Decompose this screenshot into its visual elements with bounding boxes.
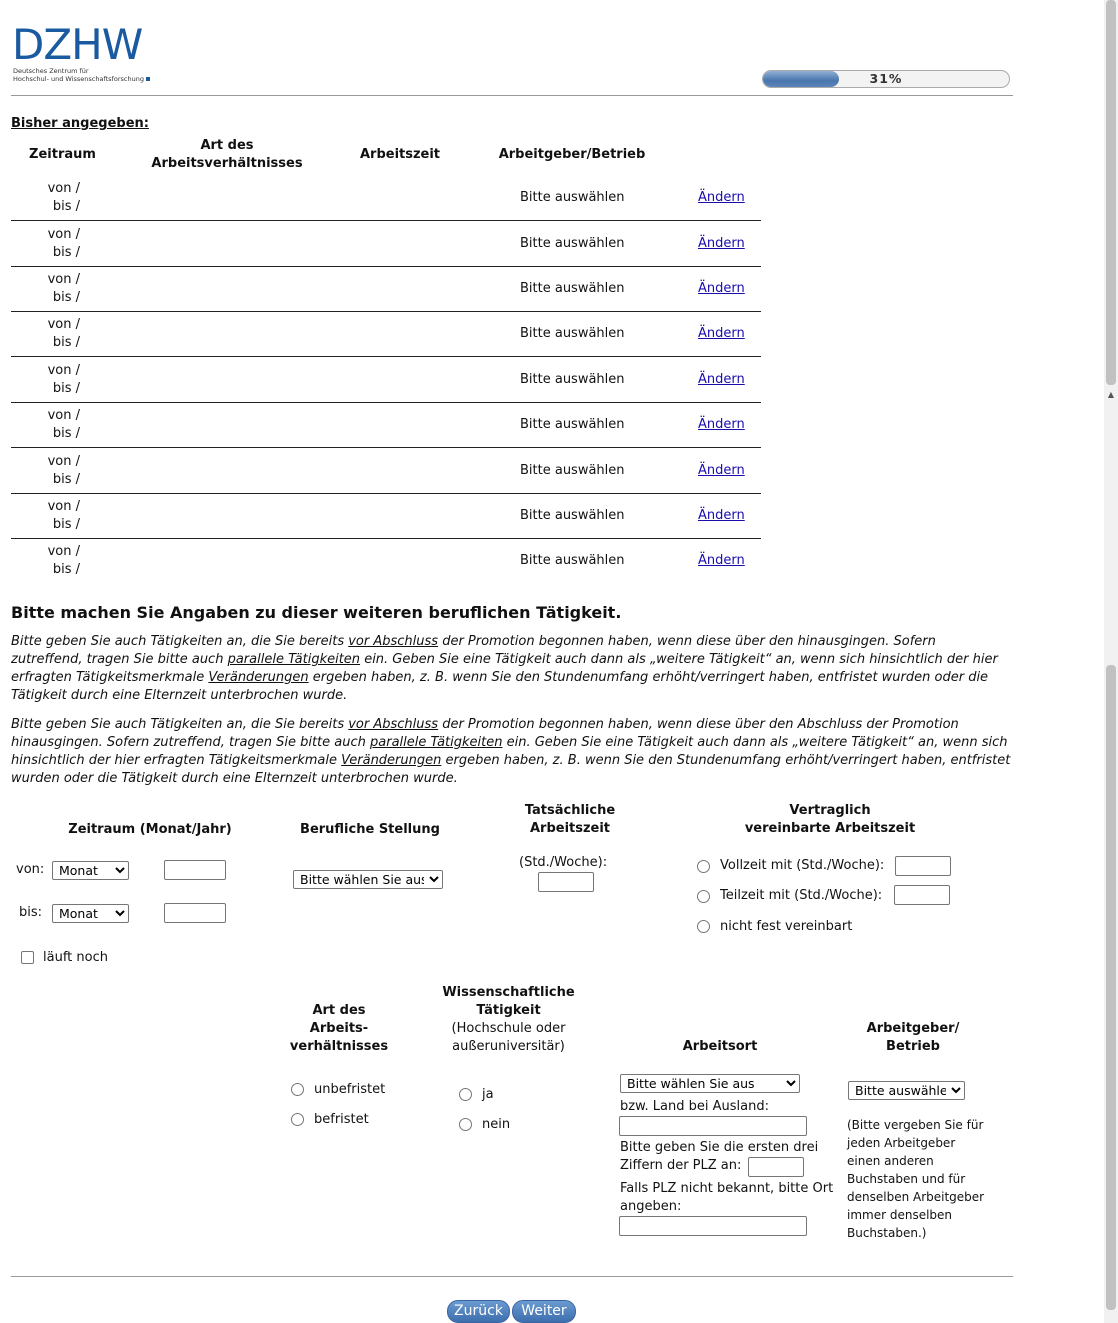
wiss-ja-radio[interactable] bbox=[459, 1088, 472, 1101]
row-employer: Bitte auswählen bbox=[520, 326, 625, 341]
summary-title: Bisher angegeben: bbox=[11, 116, 149, 131]
art-header-3: verhältnisses bbox=[289, 1039, 389, 1054]
employer-note: (Bitte vergeben Sie für jeden Arbeitgeber einen anderen Buchstaben und für denselben Arbeitgeber immer denselben Buchstaben.) bbox=[847, 1118, 985, 1240]
ort-label-2: angeben: bbox=[620, 1199, 682, 1214]
employer-select[interactable] bbox=[848, 1081, 965, 1100]
row-period bbox=[46, 498, 80, 534]
progress-bar bbox=[762, 70, 1010, 88]
vollzeit-hours-input[interactable] bbox=[895, 856, 951, 876]
plz-label-2: Ziffern der PLZ an: bbox=[620, 1158, 742, 1173]
arbeitsort-select[interactable] bbox=[620, 1074, 800, 1093]
table-row bbox=[11, 226, 761, 271]
wiss-header-3: (Hochschule oder bbox=[451, 1021, 566, 1036]
tats-header-1: Tatsächliche bbox=[524, 803, 616, 818]
ort-input[interactable] bbox=[619, 1216, 807, 1236]
scrollbar-thumb-upper[interactable] bbox=[1106, 0, 1116, 385]
vollzeit-radio[interactable] bbox=[697, 860, 710, 873]
row-divider bbox=[11, 447, 761, 448]
row-employer: Bitte auswählen bbox=[520, 281, 625, 296]
row-von: von / bbox=[47, 363, 80, 378]
logo: DZHW bbox=[12, 20, 143, 69]
wiss-header-1: Wissenschaftliche bbox=[442, 985, 575, 1000]
row-period bbox=[46, 362, 80, 398]
von-year-input[interactable] bbox=[164, 860, 226, 880]
zeitraum-header: Zeitraum (Monat/Jahr) bbox=[68, 822, 232, 837]
bis-year-input[interactable] bbox=[164, 903, 226, 923]
wiss-nein-label: nein bbox=[482, 1117, 511, 1132]
section-heading: Bitte machen Sie Angaben zu dieser weiteren beruflichen Tätigkeit. bbox=[11, 603, 622, 622]
row-change-link[interactable]: Ändern bbox=[698, 326, 745, 341]
row-period bbox=[46, 316, 80, 352]
row-change-link[interactable]: Ändern bbox=[698, 508, 745, 523]
nicht-fest-label: nicht fest vereinbart bbox=[720, 919, 853, 934]
row-change-link[interactable]: Ändern bbox=[698, 372, 745, 387]
table-row bbox=[11, 543, 761, 588]
col-header-zeitraum: Zeitraum bbox=[29, 147, 96, 162]
vertrag-header-1: Vertraglich bbox=[789, 803, 871, 818]
row-period bbox=[46, 271, 80, 307]
plz-input[interactable] bbox=[748, 1157, 804, 1177]
row-change-link[interactable]: Ändern bbox=[698, 553, 745, 568]
vollzeit-label: Vollzeit mit (Std./Woche): bbox=[720, 858, 885, 873]
befristet-radio[interactable] bbox=[291, 1113, 304, 1126]
row-employer: Bitte auswählen bbox=[520, 508, 625, 523]
table-row bbox=[11, 316, 761, 361]
row-divider bbox=[11, 220, 761, 221]
row-divider bbox=[11, 538, 761, 539]
art-header-2: Arbeits- bbox=[309, 1021, 369, 1036]
wiss-header-2: Tätigkeit bbox=[476, 1003, 541, 1018]
row-period bbox=[46, 226, 80, 262]
row-divider bbox=[11, 493, 761, 494]
table-row bbox=[11, 362, 761, 407]
row-bis: bis / bbox=[52, 517, 80, 532]
bis-label: bis: bbox=[19, 905, 43, 920]
nicht-fest-radio[interactable] bbox=[697, 920, 710, 933]
running-label: läuft noch bbox=[43, 950, 108, 965]
von-label: von: bbox=[16, 862, 45, 877]
employer-header-1: Arbeitgeber/ bbox=[866, 1021, 960, 1036]
row-period bbox=[46, 180, 80, 216]
land-input[interactable] bbox=[619, 1116, 807, 1136]
employer-header-2: Betrieb bbox=[886, 1039, 940, 1054]
row-bis: bis / bbox=[52, 562, 80, 577]
row-von: von / bbox=[47, 181, 80, 196]
row-period bbox=[46, 407, 80, 443]
befristet-label: befristet bbox=[314, 1112, 369, 1127]
unbefristet-radio[interactable] bbox=[291, 1083, 304, 1096]
row-von: von / bbox=[47, 408, 80, 423]
row-bis: bis / bbox=[52, 290, 80, 305]
wiss-ja-label: ja bbox=[482, 1087, 494, 1102]
row-bis: bis / bbox=[52, 245, 80, 260]
row-divider bbox=[11, 402, 761, 403]
table-row bbox=[11, 498, 761, 543]
col-header-arbeitszeit: Arbeitszeit bbox=[359, 147, 441, 162]
row-von: von / bbox=[47, 499, 80, 514]
table-row bbox=[11, 453, 761, 498]
row-employer: Bitte auswählen bbox=[520, 417, 625, 432]
land-label: bzw. Land bei Ausland: bbox=[620, 1099, 769, 1114]
row-divider bbox=[11, 356, 761, 357]
teilzeit-hours-input[interactable] bbox=[894, 885, 950, 905]
vertrag-header-2: vereinbarte Arbeitszeit bbox=[744, 821, 916, 836]
table-row bbox=[11, 271, 761, 316]
row-period bbox=[46, 543, 80, 579]
intro-paragraph-1: Bitte geben Sie auch Tätigkeiten an, die Sie bereits vor Abschluss der Promotion begonnen haben, wenn diese über den hinausgingen. Sofern zutreffend, tragen Sie bitte auch parallele Tätigkeiten ein. Geben Sie eine Tätigkeit auch dann als „weitere Tätigkeit“ an, wenn sich hinsichtlich der hier erfragten Tätigkeitsmerkmale Veränderungen ergeben haben, z. B. wenn Sie den Stundenumfang erhöht/verringert haben, entfristet wurden oder die Tätigkeit durch eine Elternzeit unterbrochen wurde. bbox=[11, 634, 998, 703]
row-change-link[interactable]: Ändern bbox=[698, 463, 745, 478]
row-bis: bis / bbox=[52, 426, 80, 441]
running-checkbox[interactable] bbox=[21, 951, 34, 964]
ort-label-1: Falls PLZ nicht bekannt, bitte Ort bbox=[620, 1181, 834, 1196]
row-von: von / bbox=[47, 454, 80, 469]
next-button[interactable]: Weiter bbox=[512, 1300, 576, 1323]
col-header-art: Art des Arbeitsverhältnisses bbox=[151, 138, 303, 171]
wiss-nein-radio[interactable] bbox=[459, 1118, 472, 1131]
tats-unit-label: (Std./Woche): bbox=[519, 855, 608, 870]
row-divider bbox=[11, 311, 761, 312]
row-bis: bis / bbox=[52, 472, 80, 487]
header-divider bbox=[11, 95, 1013, 96]
scroll-up-arrow-icon[interactable]: ▲ bbox=[1107, 390, 1115, 399]
row-period bbox=[46, 453, 80, 489]
arbeitsort-header: Arbeitsort bbox=[682, 1039, 758, 1054]
von-month-select[interactable] bbox=[52, 861, 129, 880]
row-change-link[interactable]: Ändern bbox=[698, 417, 745, 432]
row-bis: bis / bbox=[52, 335, 80, 350]
stellung-select[interactable] bbox=[293, 870, 443, 889]
logo-subtitle: Deutsches Zentrum für Hochschul- und Wissenschaftsforschung bbox=[13, 68, 153, 83]
row-change-link[interactable]: Ändern bbox=[698, 190, 745, 205]
row-employer: Bitte auswählen bbox=[520, 190, 625, 205]
row-employer: Bitte auswählen bbox=[520, 553, 625, 568]
tats-header-2: Arbeitszeit bbox=[529, 821, 611, 836]
row-employer: Bitte auswählen bbox=[520, 236, 625, 251]
row-bis: bis / bbox=[52, 381, 80, 396]
row-divider bbox=[11, 266, 761, 267]
table-row bbox=[11, 180, 761, 225]
row-employer: Bitte auswählen bbox=[520, 372, 625, 387]
teilzeit-label: Teilzeit mit (Std./Woche): bbox=[720, 888, 883, 903]
row-bis: bis / bbox=[52, 199, 80, 214]
row-von: von / bbox=[47, 544, 80, 559]
tats-hours-input[interactable] bbox=[538, 872, 594, 892]
teilzeit-radio[interactable] bbox=[697, 890, 710, 903]
bis-month-select[interactable] bbox=[52, 904, 129, 923]
col-header-arbeitgeber: Arbeitgeber/Betrieb bbox=[498, 147, 646, 162]
row-von: von / bbox=[47, 227, 80, 242]
back-button[interactable]: Zurück bbox=[447, 1300, 510, 1323]
row-von: von / bbox=[47, 317, 80, 332]
footer-divider bbox=[11, 1276, 1013, 1277]
art-header-1: Art des bbox=[312, 1003, 366, 1018]
row-von: von / bbox=[47, 272, 80, 287]
unbefristet-label: unbefristet bbox=[314, 1082, 386, 1097]
table-row bbox=[11, 407, 761, 452]
intro-paragraph-2: Bitte geben Sie auch Tätigkeiten an, die Sie bereits vor Abschluss der Promotion begonnen haben, wenn diese über den Abschluss der Promotion hinausgingen. Sofern zutreffend, tragen Sie bitte auch parallele Tätigkeiten ein. Geben Sie eine Tätigkeit auch dann als „weitere Tätigkeit“ an, wenn sich hinsichtlich der hier erfragten Tätigkeitsmerkmale Veränderungen ergeben haben, z. B. wenn Sie den Stundenumfang erhöht/verringert haben, entfristet wurden oder die Tätigkeit durch eine Elternzeit unterbrochen wurde. bbox=[11, 717, 1011, 786]
row-employer: Bitte auswählen bbox=[520, 463, 625, 478]
scrollbar-thumb[interactable] bbox=[1106, 665, 1116, 1310]
row-change-link[interactable]: Ändern bbox=[698, 236, 745, 251]
plz-label-1: Bitte geben Sie die ersten drei bbox=[620, 1140, 819, 1155]
stellung-header: Berufliche Stellung bbox=[300, 822, 440, 837]
wiss-header-4: außeruniversitär) bbox=[452, 1039, 565, 1054]
row-change-link[interactable]: Ändern bbox=[698, 281, 745, 296]
progress-text: 31% bbox=[869, 71, 903, 86]
